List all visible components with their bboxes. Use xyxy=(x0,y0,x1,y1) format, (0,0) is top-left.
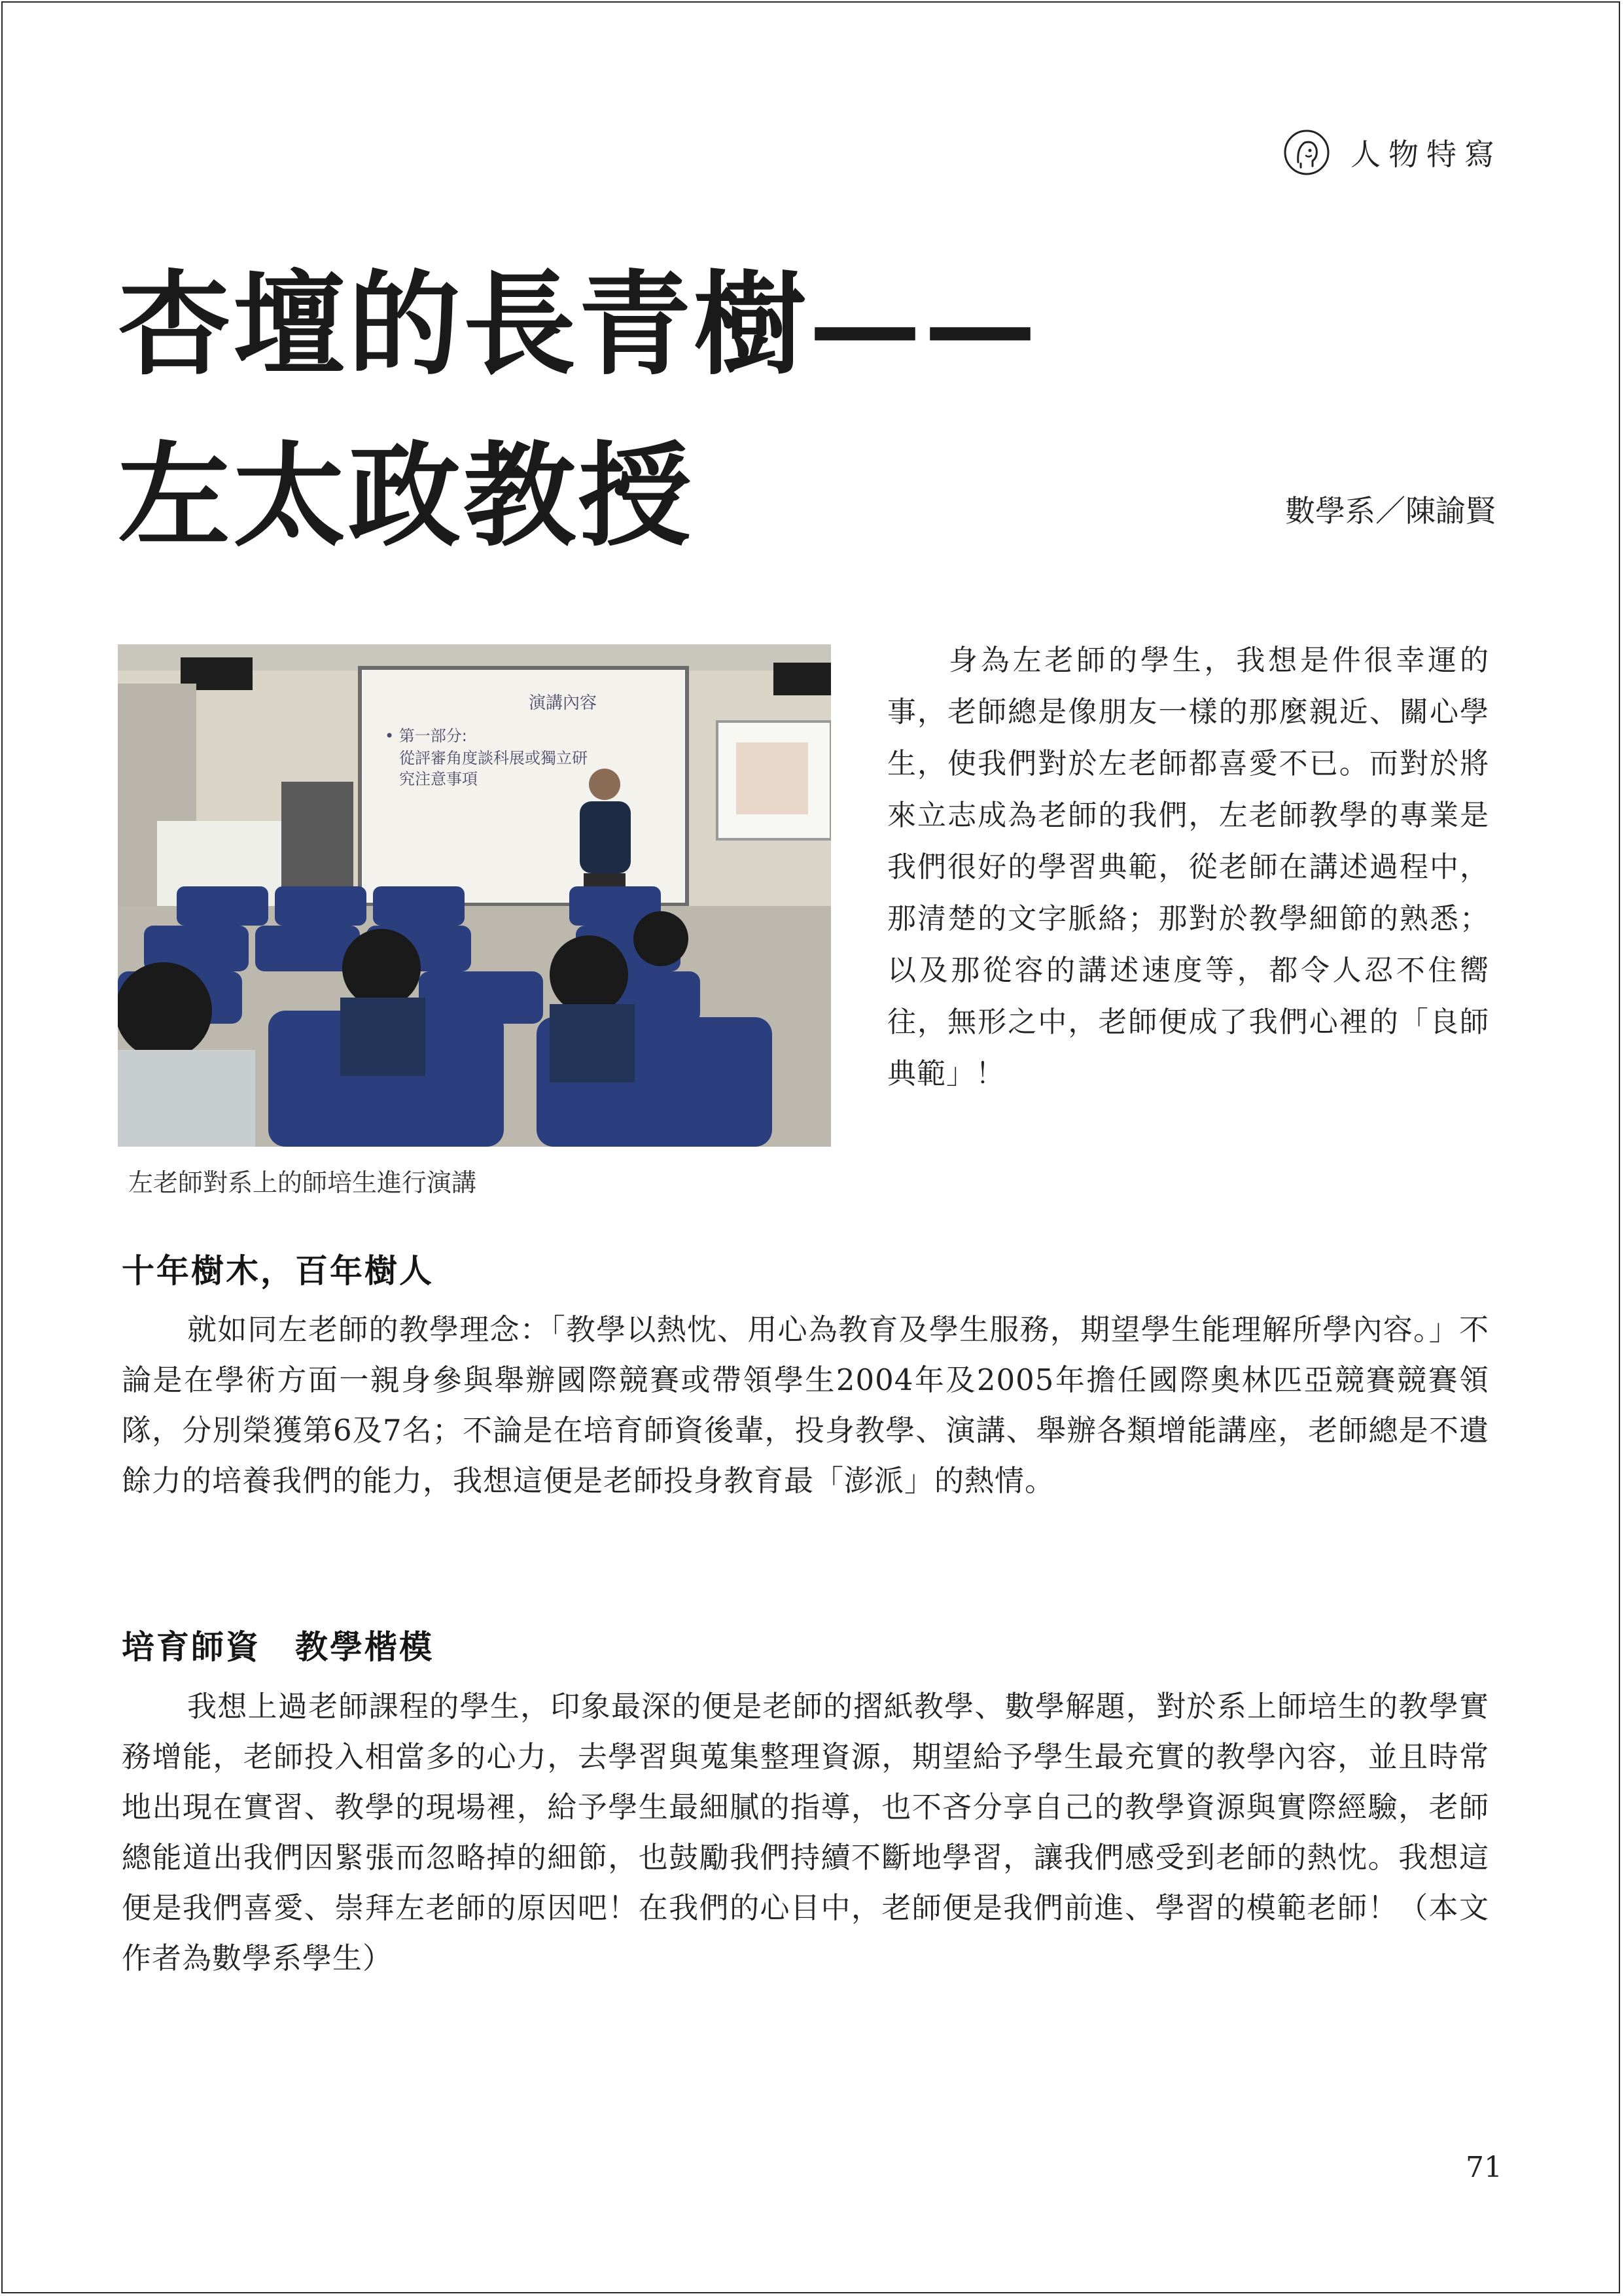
section-tag xyxy=(1282,128,1502,177)
byline: 數學系／陳諭賢 xyxy=(1285,493,1496,529)
title-line-1: 杏壇的長青樹—— xyxy=(118,258,1039,391)
title-line-2: 左太政教授 xyxy=(118,429,694,562)
section-heading-1: 十年樹木，百年樹人 xyxy=(122,1251,434,1290)
lecture-photo xyxy=(118,644,831,1147)
slide-line-1: 從評審角度談科展或獨立研 xyxy=(399,749,588,767)
section-heading-2: 培育師資 教學楷模 xyxy=(122,1627,434,1666)
section-label: 人物特寫 xyxy=(1350,137,1502,172)
intro-paragraph: 身為左老師的學生，我想是件很幸運的事，老師總是像朋友一樣的那麼親近、關心學生，使我們對於左老師都喜愛不已。而對於將來立志成為老師的我們，左老師教學的專業是我們很好的學習典範，從老師在講述過程中，那清楚的文字脈絡；那對於教學細節的熟悉；以及那從容的講述速度等，都令人忍不住嚮往，無形之中，老師便成了我們心裡的「良師典範」！ xyxy=(887,644,1489,1090)
portrait-head-icon xyxy=(1282,128,1331,177)
section-body-1: 就如同左老師的教學理念：「教學以熱忱、用心為教育及學生服務，期望學生能理解所學內容。」不論是在學術方面一親身參與舉辦國際競賽或帶領學生2004年及2005年擔任國際奧林匹亞競賽競賽領隊，分別榮獲第6及7名；不論是在培育師資後輩，投身教學、演講、舉辦各類增能講座，老師總是不遺餘力的培養我們的能力，我想這便是老師投身教育最「澎派」的熱情。 xyxy=(122,1312,1489,1498)
slide-title: 演講內容 xyxy=(529,693,597,713)
slide-bullet: • 第一部分: xyxy=(385,727,467,745)
photo-caption: 左老師對系上的師培生進行演講 xyxy=(128,1168,477,1197)
section-body-2: 我想上過老師課程的學生，印象最深的便是老師的摺紙教學、數學解題，對於系上師培生的教學實務增能，老師投入相當多的心力，去學習與蒐集整理資源，期望給予學生最充實的教學內容，並且時常地出現在實習、教學的現場裡，給予學生最細膩的指導，也不吝分享自己的教學資源與實際經驗，老師總能道出我們因緊張而忽略掉的細節，也鼓勵我們持續不斷地學習，讓我們感受到老師的熱忱。我想這便是我們喜愛、崇拜左老師的原因吧！在我們的心目中，老師便是我們前進、學習的模範老師！（本文作者為數學系學生） xyxy=(122,1689,1489,1975)
article-title xyxy=(118,239,1039,582)
page-number: 71 xyxy=(1466,2151,1502,2184)
slide-line-2: 究注意事項 xyxy=(399,770,478,788)
